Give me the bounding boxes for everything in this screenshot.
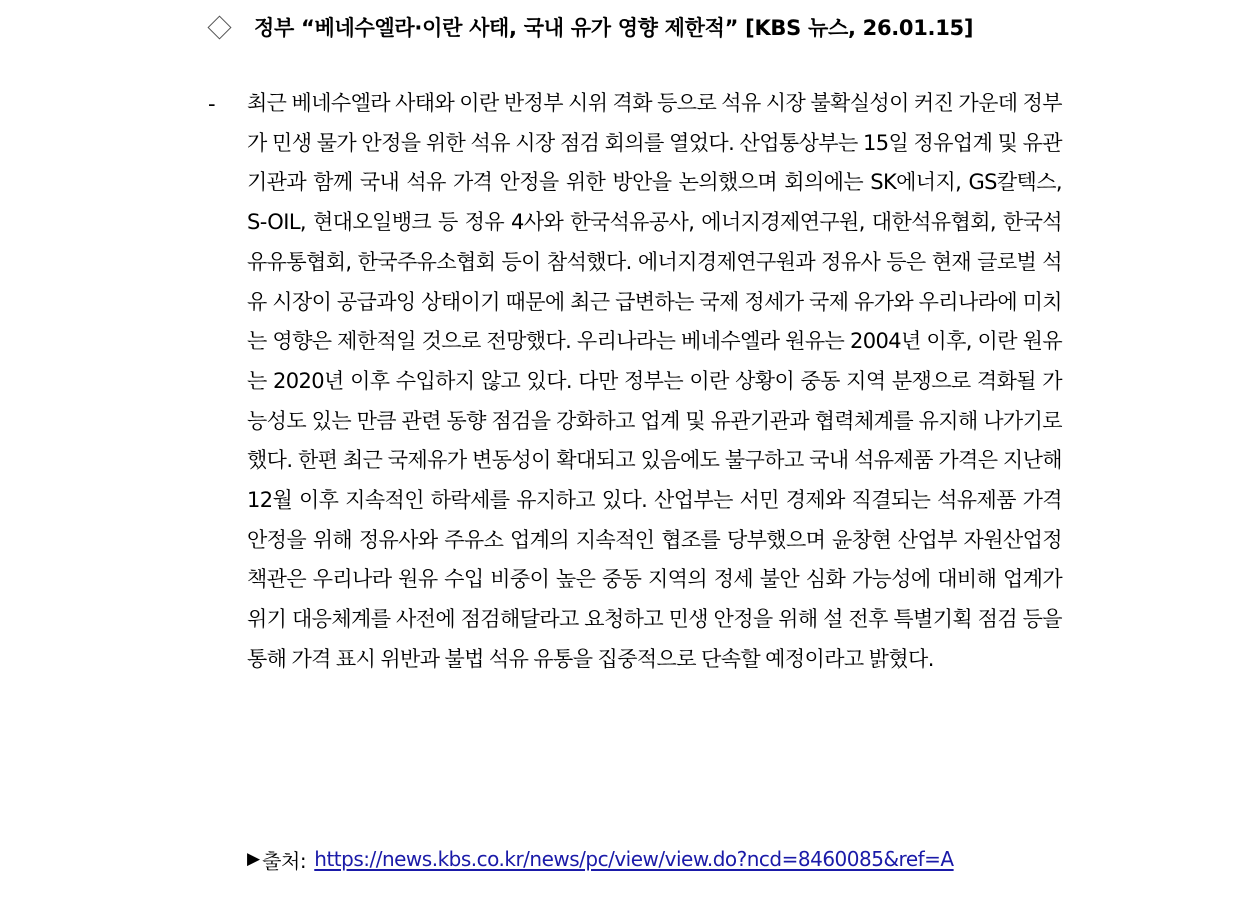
- news-summary-paragraph: 최근 베네수엘라 사태와 이란 반정부 시위 격화 등으로 석유 시장 불확실성이 커진 가운데 정부가 민생 물가 안정을 위한 석유 시장 점검 회의를 열었다. 산업통상부는 15일 정유업계 및 유관기관과 함께 국내 석유 가격 안정을 위한 방안을 논의했으며 회의에는 SK에너지, GS칼텍스, S-OIL, 현대오일뱅크 등 정유 4사와 한국석유공사, 에너지경제연구원, 대한석유협회, 한국석유유통협회, 한국주유소협회 등이 참석했다. 에너지경제연구원과 정유사 등은 현재 글로벌 석유 시장이 공급과잉 상태이기 때문에 최근 급변하는 국제 정세가 국제 유가와 우리나라에 미치는 영향은 제한적일 것으로 전망했다. 우리나라는 베네수엘라 원유는 2004년 이후, 이란 원유는 2020년 이후 수입하지 않고 있다. 다만 정부는 이란 상황이 중동 지역 분쟁으로 격화될 가능성도 있는 만큼 관련 동향 점검을 강화하고 업계 및 유관기관과 협력체계를 유지해 나가기로 했다. 한편 최근 국제유가 변동성이 확대되고 있음에도 불구하고 국내 석유제품 가격은 지난해 12월 이후 지속적인 하락세를 유지하고 있다. 산업부는 서민 경제와 직결되는 석유제품 가격 안정을 위해 정유사와 주유소 업계의 지속적인 협조를 당부했으며 윤창현 산업부 자원산업정책관은 우리나라 원유 수입 비중이 높은 중동 지역의 정세 불안 심화 가능성에 대비해 업계가 위기 대응체계를 사전에 점검해달라고 요청하고 민생 안정을 위해 설 전후 특별기획 점검 등을 통해 가격 표시 위반과 불법 석유 유통을 집중적으로 단속할 예정이라고 밝혔다.: [247, 91, 1062, 671]
- list-dash: -: [208, 92, 216, 116]
- news-headline: 정부 “베네수엘라·이란 사태, 국내 유가 영향 제한적” [KBS 뉴스, 26.01.15]: [254, 16, 974, 40]
- source-label: 출처:: [262, 848, 307, 873]
- triangle-right-icon: ▶: [247, 849, 261, 869]
- source-line: [247, 842, 954, 876]
- source-link[interactable]: https://news.kbs.co.kr/news/pc/view/view.do?ncd=8460085&ref=A: [314, 847, 954, 871]
- diamond-outline-icon: [207, 15, 231, 39]
- news-heading: [207, 8, 1107, 46]
